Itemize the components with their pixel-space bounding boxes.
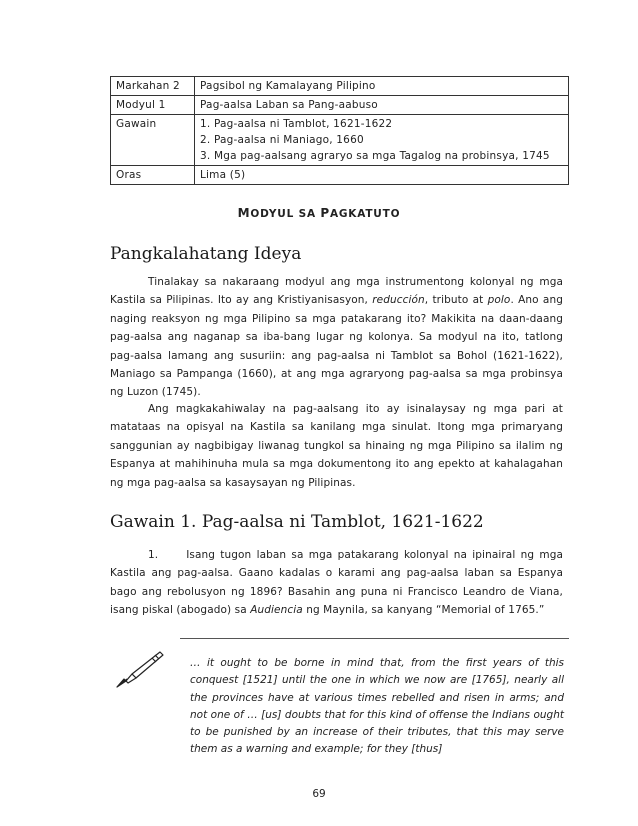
page-number: 69 (312, 788, 326, 800)
heading-overview: Pangkalahatang Ideya (110, 244, 302, 264)
table-row (111, 115, 569, 166)
row-value: Pag-aalsa Laban sa Pang-aabuso (195, 96, 569, 115)
paragraph-3: 1. Isang tugon laban sa mga patakarang kolonyal na ipinairal ng mga Kastila ang pag-aalsa. Gaano kadalas o karami ang pag-aalsa laban sa Espanya bago ang rebolusyon ng 1896? Basahin ang puna ni Francisco Leandro de Viana, isang piskal (abogado) sa Audiencia ng Maynila, sa kanyang “Memorial of 1765.” (110, 549, 563, 617)
row-label: Modyul 1 (111, 96, 195, 115)
activity-item: 1. Pag-aalsa ni Tamblot, 1621-1622 (200, 118, 393, 130)
row-value (195, 115, 569, 166)
table-row (111, 166, 569, 185)
fountain-pen-icon (114, 648, 164, 688)
module-info-table (110, 76, 569, 185)
section-title: MODYUL SA PAGKATUTO (237, 206, 401, 220)
paragraph-2: Ang magkakahiwalay na pag-aalsang ito ay isinalaysay ng mga pari at matataas na opisyal na Kastila sa kanilang mga sinulat. Itong mga primaryang sanggunian ay nagbibigay liwanag tungkol sa hinaing ng mga Pilipino sa ilalim ng Espanya at mahihinuha mula sa mga dokumentong ito ang epekto at kahalagahan ng mga pag-aalsa sa kasaysayan ng Pilipinas. (110, 403, 563, 489)
row-label: Markahan 2 (111, 77, 195, 96)
paragraph-1: Tinalakay sa nakaraang modyul ang mga instrumentong kolonyal ng mga Kastila sa Pilipinas. Ito ay ang Kristiyanisasyon, reducción, tributo at polo. Ano ang naging reaksyon ng mga Pilipino sa mga patakarang ito? Makikita na daan-daang pag-aalsa ang naganap sa iba-bang lugar ng kolonya. Sa modyul na ito, tatlong pag-aalsa lamang ang susuriin: ang pag-aalsa ni Tamblot sa Bohol (1621-1622), Maniago sa Pampanga (1660), at ang mga agraryong pag-aalsa sa mga probinsya ng Luzon (1745). (110, 276, 563, 399)
row-value: Lima (5) (195, 166, 569, 185)
row-value: Pagsibol ng Kamalayang Pilipino (195, 77, 569, 96)
table-row (111, 77, 569, 96)
table-row (111, 96, 569, 115)
activity-item: 3. Mga pag-aalsang agraryo sa mga Tagalog na probinsya, 1745 (200, 150, 550, 162)
heading-activity-1: Gawain 1. Pag-aalsa ni Tamblot, 1621-1622 (110, 512, 484, 532)
row-label: Oras (111, 166, 195, 185)
row-label: Gawain (111, 115, 195, 166)
activity-item: 2. Pag-aalsa ni Maniago, 1660 (200, 134, 364, 146)
quote-divider (180, 638, 569, 639)
quote-memorial-1765: … it ought to be borne in mind that, from the first years of this conquest [1521] until the one in which we now are [1765], nearly all the provinces have at various times rebelled and risen in arms; and not one of … [us] doubts that for this kind of offense the Indians ought to be punished by an increase of their tributes, that this may serve them as a warning and example; for they [thus] (190, 657, 564, 756)
